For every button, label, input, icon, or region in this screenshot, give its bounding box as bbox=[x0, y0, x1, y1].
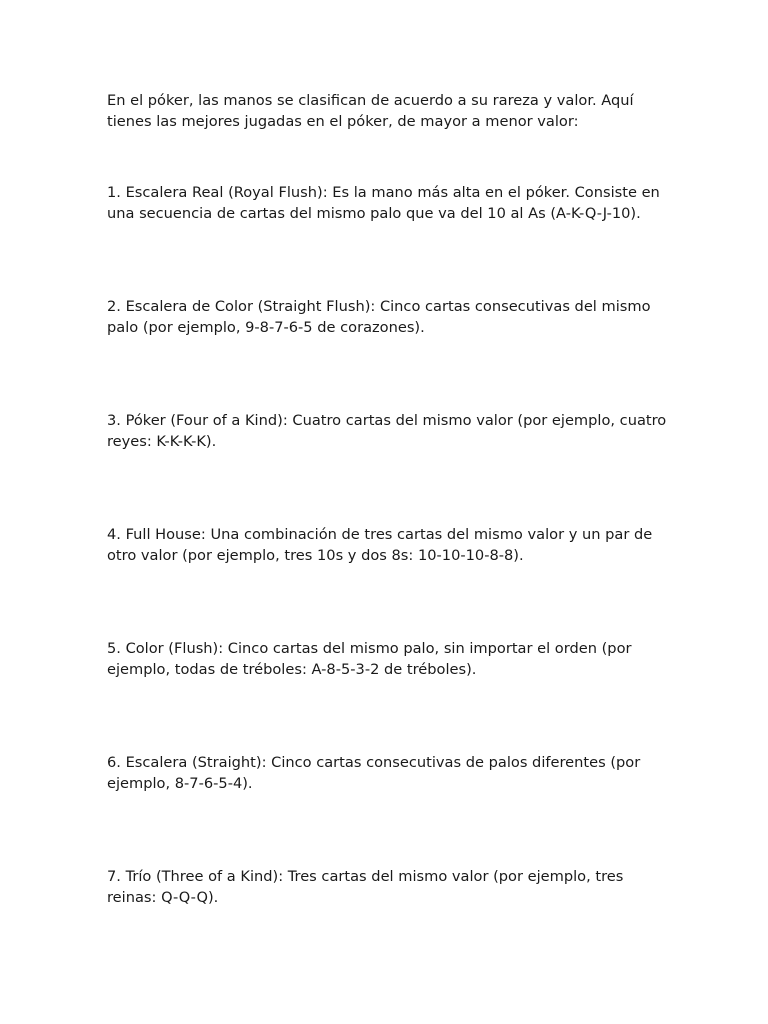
list-item-flush: 5. Color (Flush): Cinco cartas del mismo palo, sin importar el orden (por ejemplo, todas de tréboles: A-8-5-3-2 de tréboles). bbox=[107, 640, 632, 678]
list-item-straight-flush: 2. Escalera de Color (Straight Flush): Cinco cartas consecutivas del mismo palo (por ejemplo, 9-8-7-6-5 de corazones). bbox=[107, 298, 651, 336]
intro-paragraph: En el póker, las manos se clasifican de acuerdo a su rareza y valor. Aquí tienes las mejores jugadas en el póker, de mayor a menor valor: bbox=[107, 92, 634, 130]
list-item-straight: 6. Escalera (Straight): Cinco cartas consecutivas de palos diferentes (por ejemplo, 8-7-6-5-4). bbox=[107, 754, 641, 792]
list-item-three-of-a-kind: 7. Trío (Three of a Kind): Tres cartas del mismo valor (por ejemplo, tres reinas: Q-Q-Q). bbox=[107, 868, 624, 906]
document-page bbox=[107, 90, 667, 980]
list-item-full-house: 4. Full House: Una combinación de tres cartas del mismo valor y un par de otro valor (por ejemplo, tres 10s y dos 8s: 10-10-10-8-8). bbox=[107, 526, 653, 564]
list-item-four-of-a-kind: 3. Póker (Four of a Kind): Cuatro cartas del mismo valor (por ejemplo, cuatro reyes: K-K-K-K). bbox=[107, 412, 667, 450]
list-item-royal-flush: 1. Escalera Real (Royal Flush): Es la mano más alta en el póker. Consiste en una secuencia de cartas del mismo palo que va del 10 al As (A-K-Q-J-10). bbox=[107, 184, 660, 222]
